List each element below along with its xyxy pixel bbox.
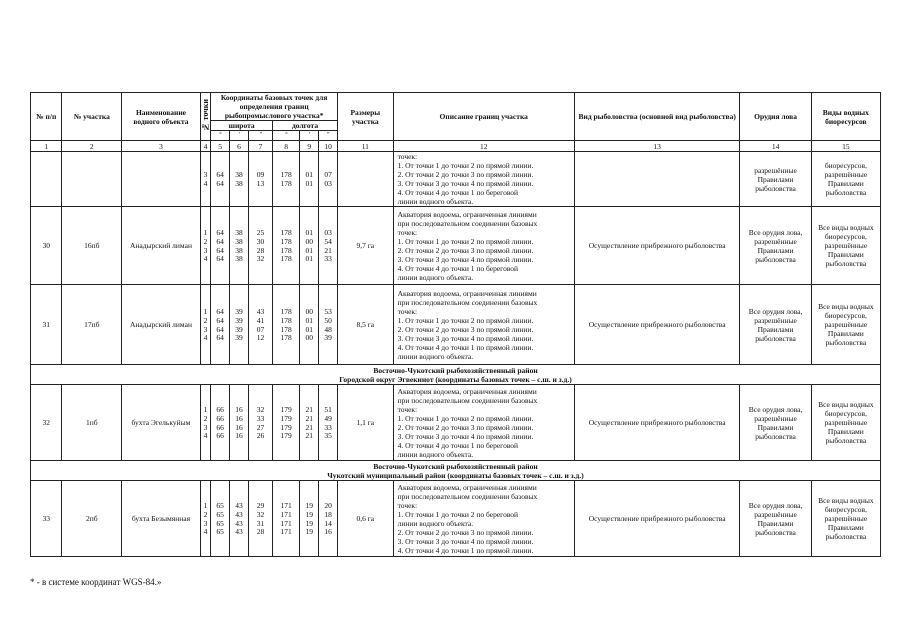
coord-lat-sec-line: 28 [256,245,265,255]
coord-lat-min-line: 38 [235,179,243,188]
boundary-description-line: 3. От точки 3 до точки 4 по прямой линии. [397,431,534,441]
header-lon: долгота [273,121,338,131]
coord-lat-deg-line: 64 [216,228,224,238]
coord-points-line: 4 [203,431,208,441]
species: Все виды водных биоресурсов, разрешённые Правилами рыболовства [811,385,880,461]
coord-lat-sec-line: 12 [256,333,265,343]
unit-min: ' [230,131,249,141]
column-number: 6 [230,141,249,152]
header-description: Описание границ участка [393,93,574,141]
unit-deg: ° [273,131,300,141]
coord-lon-deg-line: 178 [280,315,292,325]
coord-lon-deg-line: 171 [280,509,292,519]
coord-lon-min-line: 01 [305,324,313,334]
unit-min: ' [300,131,319,141]
coord-lat-min [230,207,249,285]
coord-lat-deg-line: 64 [216,307,224,317]
coord-lon-sec [319,285,338,365]
boundary-description-line: линии водного объекта. [397,518,474,528]
coord-lat-deg-line: 64 [216,179,224,188]
coord-lon-deg [273,385,300,461]
coord-lat-min-line: 38 [235,170,243,180]
site-number: 1пб [62,385,122,461]
column-number: 4 [200,141,210,152]
coord-lon-min [300,481,319,557]
boundary-description-line: точек: [397,404,418,414]
coord-points-line: 1 [203,228,208,238]
fishing-type: Осуществление прибрежного рыболовства [574,285,740,365]
coord-lon-min [300,285,319,365]
column-number: 14 [740,141,811,152]
coord-lat-deg [211,285,230,365]
boundary-description-line: 3. От точки 3 до точки 4 по прямой линии. [397,333,534,343]
coord-lat-min-line: 16 [235,431,243,441]
coord-lon-min-line: 00 [305,307,313,317]
coord-lon-min-line: 21 [305,431,313,441]
coord-lon-deg-line: 178 [280,228,292,238]
coord-lon-deg [273,285,300,365]
coord-lat-min-line: 38 [235,254,243,264]
boundary-description-line: точек: [397,227,418,237]
coord-points [200,152,210,207]
coord-lon-deg-line: 171 [280,518,292,528]
column-number: 12 [393,141,574,152]
coord-points-line: 1 [203,501,208,511]
boundary-description-line: линии водного объекта. [397,197,474,206]
boundary-description-line: 4. От точки 4 до точки 1 по береговой [397,263,519,273]
coord-lat-deg-line: 64 [216,315,224,325]
column-number: 8 [273,141,300,152]
site-size: 9,7 га [338,207,394,285]
region-row [31,365,881,385]
boundary-description-line: Акватория водоема, ограниченная линиями [397,288,537,298]
coord-lat-deg-line: 64 [216,170,224,180]
coord-lat-min [230,285,249,365]
fishing-type [574,152,740,207]
boundary-description-line: при последовательном соединении базовых [397,491,538,501]
coord-lat-min-line: 16 [235,413,243,423]
coord-lon-deg-line: 171 [280,501,292,511]
fishing-gear: Все орудия лова, разрешённые Правилами рыболовства [740,285,811,365]
boundary-description-line: 4. От точки 4 до точки 1 по береговой [397,440,519,450]
coord-lat-deg-line: 64 [216,245,224,255]
coord-lon-min [300,152,319,207]
boundary-description [393,285,574,365]
coord-lat-sec-line: 07 [256,324,265,334]
coord-lat-deg-line: 64 [216,324,224,334]
coord-lat-min-line: 39 [235,333,243,343]
header-species: Виды водных биоресурсов [811,93,880,141]
coord-lon-deg-line: 179 [280,405,292,415]
boundary-description-line: 2. От точки 2 до точки 3 по прямой линии. [397,422,534,432]
coord-lat-sec [248,207,272,285]
coord-lat-min-line: 39 [235,324,243,334]
coord-lat-sec-line: 32 [256,405,265,415]
coord-lat-min-line: 16 [235,422,243,432]
boundary-description-line: при последовательном соединении базовых [397,218,538,228]
boundary-description-line: Акватория водоема, ограниченная линиями [397,209,537,219]
coord-points-line: 3 [203,245,208,255]
coord-points-line: 3 [203,518,208,528]
column-number: 11 [338,141,394,152]
coord-lon-sec-line: 21 [324,245,332,255]
boundary-description-line: линии водного объекта. [397,449,474,459]
header-gear: Орудия лова [740,93,811,141]
coord-lon-deg-line: 178 [280,170,292,180]
coord-lat-deg-line: 65 [216,527,224,537]
coord-lat-sec-line: 27 [256,422,265,432]
coord-lat-deg-line: 66 [216,431,224,441]
coord-lon-deg-line: 179 [280,422,292,432]
fishing-gear: Все орудия лова, разрешённые Правилами рыболовства [740,481,811,557]
coord-lat-sec [248,385,272,461]
coord-lat-min-line: 43 [235,518,243,528]
coord-lon-sec-line: 48 [324,324,332,334]
coord-lon-deg-line: 179 [280,431,292,441]
coord-lon-sec-line: 14 [324,518,332,528]
boundary-description-line: 1. От точки 1 до точки 2 по прямой линии. [397,315,534,325]
coord-lon-deg [273,481,300,557]
coord-lon-sec-line: 03 [324,179,332,188]
coord-lon-min-line: 19 [305,518,313,528]
coord-lon-sec-line: 16 [324,527,332,537]
column-number: 5 [211,141,230,152]
boundary-description-line: точек: [397,500,418,510]
coord-lon-deg-line: 178 [280,179,292,188]
region-heading-line: Городской округ Эгвекинот (координаты базовых точек – с.ш. и з.д.) [339,374,572,384]
coord-points [200,207,210,285]
coord-lat-min-line: 39 [235,307,243,317]
coord-lon-deg-line: 178 [280,333,292,343]
boundary-description-line: 4. От точки 4 до точки 1 по береговой [397,188,519,197]
coord-lon-sec-line: 35 [324,431,332,441]
header-site: № участка [62,93,122,141]
coord-points-line: 2 [203,236,208,246]
coord-lat-sec-line: 41 [256,315,265,325]
coord-lon-min-line: 01 [305,254,313,264]
coord-lon-sec-line: 07 [324,170,332,180]
fishing-type: Осуществление прибрежного рыболовства [574,481,740,557]
fishing-type: Осуществление прибрежного рыболовства [574,207,740,285]
fishing-gear: разрешённые Правилами рыболовства [740,152,811,207]
coord-lon-deg-line: 178 [280,236,292,246]
coord-lat-deg-line: 66 [216,413,224,423]
species: Все виды водных биоресурсов, разрешённые Правилами рыболовства [811,285,880,365]
header-fishing-type: Вид рыболовства (основной вид рыболовства) [574,93,740,141]
row-number: 31 [31,285,62,365]
site-number: 17пб [62,285,122,365]
boundary-description-line: точек: [397,306,418,316]
boundary-description-line: 3. От точки 3 до точки 4 по прямой линии. [397,254,534,264]
coord-points [200,481,210,557]
coord-points-line: 4 [203,254,208,264]
coord-lat-min-line: 43 [235,509,243,519]
coord-lon-min-line: 19 [305,509,313,519]
table-row [31,481,881,557]
coord-lat-min [230,152,249,207]
site-size: 0,6 га [338,481,394,557]
coord-lon-min-line: 19 [305,527,313,537]
column-number: 10 [319,141,338,152]
water-body-name [122,152,201,207]
coord-lon-sec-line: 33 [324,422,332,432]
coord-lon-min-line: 01 [305,315,313,325]
coord-lon-min-line: 21 [305,422,313,432]
boundary-description-line: 1. От точки 1 до точки 2 по прямой линии. [397,413,534,423]
region-heading [31,365,881,385]
region-heading-line: Восточно-Чукотский рыбохозяйственный район [373,365,538,375]
table-row [31,285,881,365]
boundary-description-line: 2. От точки 2 до точки 3 по прямой линии. [397,527,534,537]
fishing-gear: Все орудия лова, разрешённые Правилами рыболовства [740,207,811,285]
coord-lat-min-line: 38 [235,228,243,238]
coord-lon-min-line: 21 [305,413,313,423]
coord-lat-min-line: 38 [235,236,243,246]
coord-lon-min-line: 00 [305,236,313,246]
coord-points-line: 2 [203,509,208,519]
unit-sec: " [319,131,338,141]
coord-points-line: 1 [203,307,208,317]
fishing-sites-table [30,92,881,557]
coord-lat-sec-line: 32 [256,254,265,264]
coord-lat-deg [211,385,230,461]
coord-lon-deg [273,152,300,207]
coord-lat-sec-line: 29 [256,501,265,511]
column-number: 13 [574,141,740,152]
coord-lon-deg-line: 178 [280,307,292,317]
column-number: 3 [122,141,201,152]
water-body-name: Анадырский лиман [122,207,201,285]
coord-lon-deg-line: 179 [280,413,292,423]
coord-lat-deg [211,481,230,557]
region-row [31,461,881,481]
boundary-description-line: 1. От точки 1 до точки 2 по береговой [397,509,519,519]
coord-lon-min-line: 01 [305,179,313,188]
coord-lon-min-line: 19 [305,501,313,511]
coord-lat-min-line: 39 [235,315,243,325]
coord-lon-sec-line: 20 [324,501,332,511]
fishing-type: Осуществление прибрежного рыболовства [574,385,740,461]
coord-lat-min-line: 16 [235,405,243,415]
region-heading-line: Чукотский муниципальный район (координаты базовых точек – с.ш. и з.д.) [327,470,584,480]
water-body-name: бухта Эгелькуйым [122,385,201,461]
coord-lat-min-line: 38 [235,245,243,255]
coord-lat-sec-line: 25 [256,228,265,238]
unit-sec: " [248,131,272,141]
coord-lon-sec-line: 50 [324,315,332,325]
coord-lat-min [230,385,249,461]
boundary-description-line: Акватория водоема, ограниченная линиями [397,482,537,492]
coord-lon-sec-line: 18 [324,509,332,519]
site-size: 1,1 га [338,385,394,461]
coord-lat-sec-line: 32 [256,509,265,519]
coord-lon-min-line: 01 [305,170,313,180]
coord-lon-min [300,207,319,285]
boundary-description [393,481,574,557]
coord-lat-deg-line: 64 [216,333,224,343]
coord-lat-deg-line: 66 [216,422,224,432]
site-number [62,152,122,207]
column-number: 15 [811,141,880,152]
coord-lat-deg-line: 66 [216,405,224,415]
boundary-description-line: 2. От точки 2 до точки 3 по прямой линии. [397,245,534,255]
coord-lon-min [300,385,319,461]
coord-points-line: 4 [203,333,208,343]
header-coords: Координаты базовых точек для определения границ рыбопромыслового участка* [211,93,338,121]
coord-lon-sec [319,385,338,461]
header-water-body: Наименование водного объекта [122,93,201,141]
coord-lat-sec-line: 31 [256,518,265,528]
coord-lat-sec-line: 26 [256,431,265,441]
coord-lat-deg-line: 65 [216,501,224,511]
coord-lon-sec-line: 39 [324,333,332,343]
boundary-description-line: 2. От точки 2 до точки 3 по прямой линии. [397,170,534,179]
row-number: 32 [31,385,62,461]
coord-lon-min-line: 01 [305,228,313,238]
water-body-name: бухта Безымянная [122,481,201,557]
unit-deg: ° [211,131,230,141]
coord-lon-sec-line: 49 [324,413,332,423]
coord-lon-deg-line: 178 [280,254,292,264]
boundary-description-line: 3. От точки 3 до точки 4 по прямой линии. [397,536,534,546]
water-body-name: Анадырский лиман [122,285,201,365]
boundary-description [393,152,574,207]
row-number [31,152,62,207]
boundary-description-line: 3. От точки 3 до точки 4 по прямой линии. [397,179,534,188]
boundary-description-line: 4. От точки 4 до точки 1 по прямой линии. [397,545,534,555]
coord-lon-min-line: 21 [305,405,313,415]
header-lat: широта [211,121,273,131]
coord-lon-sec-line: 33 [324,254,332,264]
header-num: № п/п [31,93,62,141]
species: биоресурсов, разрешённые Правилами рыболовства [811,152,880,207]
coord-lon-sec-line: 51 [324,405,332,415]
coord-lat-deg-line: 64 [216,254,224,264]
boundary-description-line: 4. От точки 4 до точки 1 по прямой линии. [397,342,534,352]
coord-points-line: 3 [203,170,208,180]
fishing-gear: Все орудия лова, разрешённые Правилами рыболовства [740,385,811,461]
boundary-description-line: линии водного объекта. [397,351,474,361]
coord-points-line: 3 [203,422,208,432]
boundary-description-line: 1. От точки 1 до точки 2 по прямой линии. [397,161,534,170]
coord-lon-deg-line: 171 [280,527,292,537]
table-row [31,385,881,461]
boundary-description-line: 2. От точки 2 до точки 3 по прямой линии. [397,324,534,334]
coord-lat-sec-line: 09 [256,170,265,180]
coord-lat-sec-line: 33 [256,413,265,423]
header-size: Размеры участка [338,93,394,141]
coord-lat-sec [248,152,272,207]
coord-lat-sec-line: 28 [256,527,265,537]
coord-points [200,285,210,365]
coord-points-line: 3 [203,324,208,334]
coord-lon-min-line: 01 [305,245,313,255]
region-heading [31,461,881,481]
boundary-description [393,207,574,285]
coord-lat-deg-line: 65 [216,518,224,528]
region-heading-line: Восточно-Чукотский рыбохозяйственный район [373,461,538,471]
coord-lon-sec-line: 03 [324,228,332,238]
coord-lat-min-line: 43 [235,501,243,511]
coord-lat-deg-line: 65 [216,509,224,519]
coord-lat-min-line: 43 [235,527,243,537]
boundary-description-line: при последовательном соединении базовых [397,395,538,405]
table-row [31,152,881,207]
site-number: 2пб [62,481,122,557]
column-numbers-row [31,141,881,152]
coord-points [200,385,210,461]
coord-lat-sec-line: 13 [256,179,265,188]
coord-lon-sec-line: 53 [324,307,332,317]
site-size: 8,5 га [338,285,394,365]
site-size [338,152,394,207]
coord-lat-deg [211,207,230,285]
boundary-description-line: точек: [397,152,418,161]
footnote: * - в системе координат WGS-84.» [30,577,162,587]
boundary-description-line: линии водного объекта. [397,272,474,282]
coord-points-line: 2 [203,413,208,423]
coord-lon-sec [319,207,338,285]
row-number: 30 [31,207,62,285]
coord-lon-deg-line: 178 [280,245,292,255]
boundary-description-line: Акватория водоема, ограниченная линиями [397,386,537,396]
row-number: 33 [31,481,62,557]
boundary-description-line: при последовательном соединении базовых [397,297,538,307]
column-number: 9 [300,141,319,152]
coord-points-line: 4 [203,179,208,188]
table-row [31,207,881,285]
coord-points-line: 2 [203,315,208,325]
coord-points-line: 4 [203,527,208,537]
boundary-description-line: 1. От точки 1 до точки 2 по прямой линии. [397,236,534,246]
coord-lon-sec [319,152,338,207]
column-number: 1 [31,141,62,152]
coord-lat-sec [248,481,272,557]
coord-lat-sec-line: 30 [256,236,265,246]
boundary-description [393,385,574,461]
coord-lon-deg-line: 178 [280,324,292,334]
coord-lat-sec-line: 43 [256,307,265,317]
coord-lon-min-line: 00 [305,333,313,343]
column-number: 7 [248,141,272,152]
coord-lon-deg [273,207,300,285]
column-number: 2 [62,141,122,152]
coord-lat-min [230,481,249,557]
header-point: № точки [200,93,210,141]
coord-points-line: 1 [203,405,208,415]
coord-lat-deg-line: 64 [216,236,224,246]
coord-lon-sec [319,481,338,557]
site-number: 16пб [62,207,122,285]
coord-lat-deg [211,152,230,207]
species: Все виды водных биоресурсов, разрешённые Правилами рыболовства [811,481,880,557]
coord-lon-sec-line: 54 [324,236,332,246]
coord-lat-sec [248,285,272,365]
species: Все виды водных биоресурсов, разрешённые Правилами рыболовства [811,207,880,285]
